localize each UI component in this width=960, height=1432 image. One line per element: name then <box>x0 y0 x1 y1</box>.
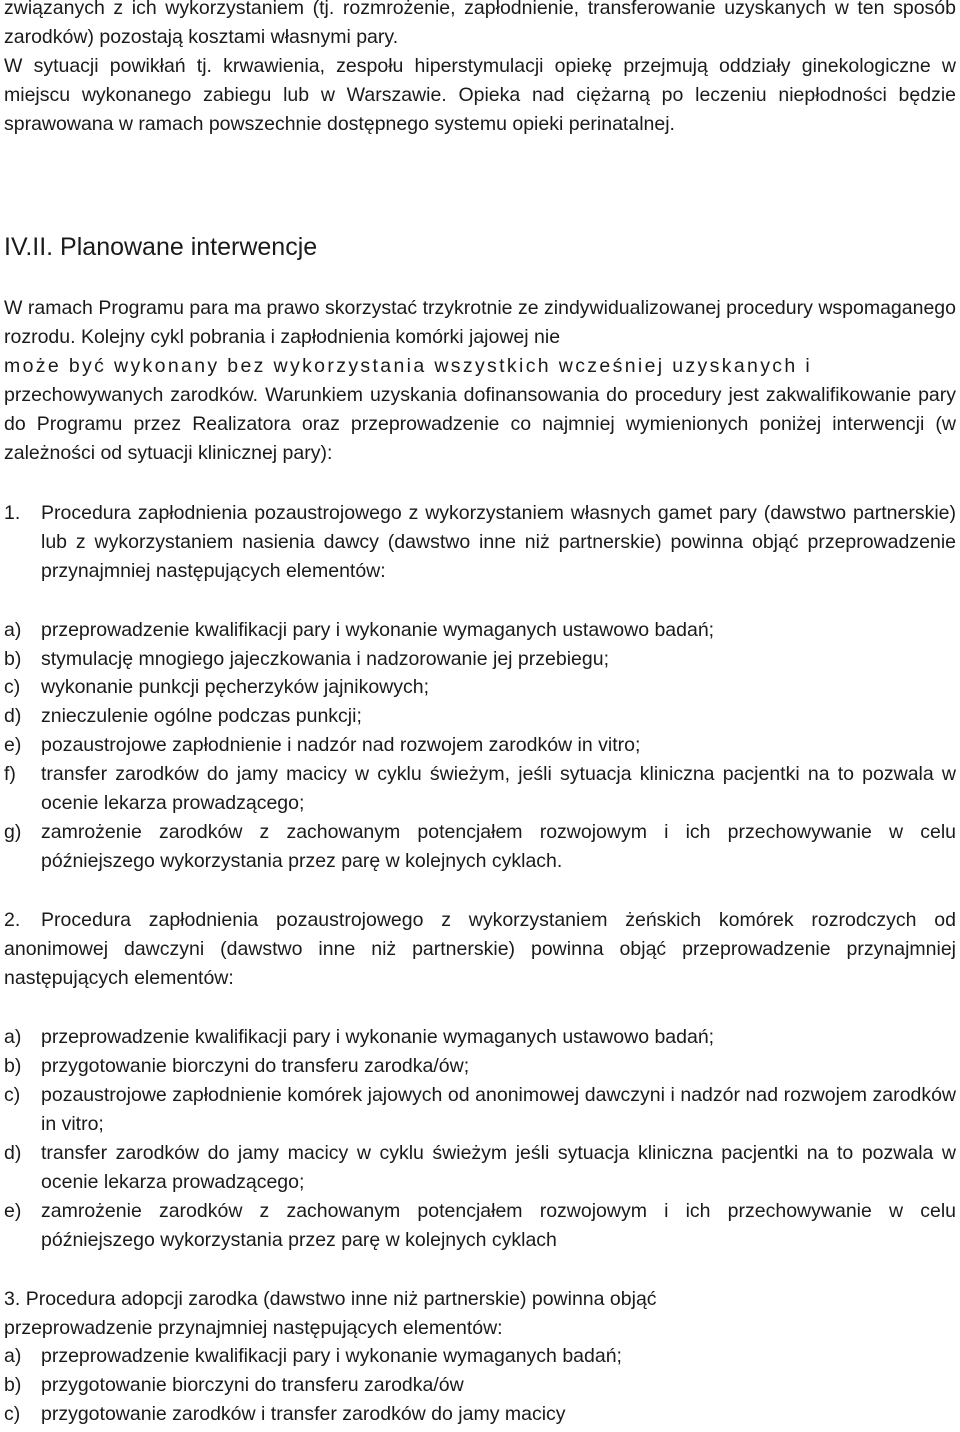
list-item-label: c) <box>4 676 21 698</box>
list-item-label: c) <box>4 1084 21 1106</box>
list-item <box>4 760 956 818</box>
procedure-title: Procedura zapłodnienia pozaustrojowego z wykorzystaniem własnych gamet pary (dawstwo partnerskie) lub z wykorzystaniem nasienia dawcy (dawstwo inne niż partnerskie) powinna objąć przeprowadzenie przynajmniej następujących elementów: <box>41 502 956 582</box>
list-item-text: zamrożenie zarodków z zachowanym potencjałem rozwojowym i ich przechowywanie w celu późniejszego wykorzystania przez parę w kolejnych cyklach <box>41 1200 956 1251</box>
procedure-3 <box>4 1285 956 1314</box>
list-item-text: transfer zarodków do jamy macicy w cyklu świeżym jeśli sytuacja kliniczna pacjentki na to pozwala w ocenie lekarza prowadzącego; <box>41 1142 956 1193</box>
list-item-label: c) <box>4 1403 21 1425</box>
list-item-text: przygotowanie zarodków i transfer zarodków do jamy macicy <box>41 1403 566 1425</box>
list-item <box>4 673 956 702</box>
list-item-text: pozaustrojowe zapłodnienie komórek jajowych od anonimowej dawczyni i nadzór nad rozwojem zarodków in vitro; <box>41 1084 956 1135</box>
list-item-label: d) <box>4 705 22 727</box>
list-item <box>4 1197 956 1255</box>
list-item-label: b) <box>4 1374 22 1396</box>
list-item-text: wykonanie punkcji pęcherzyków jajnikowych; <box>41 676 430 698</box>
list-item-text: transfer zarodków do jamy macicy w cyklu świeżym, jeśli sytuacja kliniczna pacjentki na to pozwala w ocenie lekarza prowadzącego; <box>41 763 956 814</box>
list-item <box>4 1139 956 1197</box>
list-item <box>4 1052 956 1081</box>
list-item <box>4 1342 956 1371</box>
list-item <box>4 616 956 645</box>
list-item-text: przeprowadzenie kwalifikacji pary i wykonanie wymaganych ustawowo badań; <box>41 1026 715 1048</box>
procedure-title-line-2: przeprowadzenie przynajmniej następujących elementów: <box>4 1317 503 1339</box>
list-item-label: b) <box>4 648 22 670</box>
list-item-text: zamrożenie zarodków z zachowanym potencjałem rozwojowym i ich przechowywanie w celu późniejszego wykorzystania przez parę w kolejnych cyklach. <box>41 821 956 872</box>
list-item-label: a) <box>4 1345 22 1367</box>
intro-paragraph: związanych z ich wykorzystaniem (tj. rozmrożenie, zapłodnienie, transferowanie uzyskanych w ten sposób zarodków) pozostają kosztami własnymi pary. <box>4 0 956 48</box>
procedure-title: Procedura zapłodnienia pozaustrojowego z wykorzystaniem żeńskich komórek rozrodczych od anonimowej dawczyni (dawstwo inne niż partnerskie) powinna objąć przeprowadzenie przynajmniej następujących elementów: <box>4 909 956 989</box>
list-item-text: stymulację mnogiego jajeczkowania i nadzorowanie jej przebiegu; <box>41 648 609 670</box>
list-item-text: znieczulenie ogólne podczas punkcji; <box>41 705 362 727</box>
list-item-text: przygotowanie biorczyni do transferu zarodka/ów <box>41 1374 464 1396</box>
list-item <box>4 1371 956 1400</box>
procedure-number: 3. <box>4 1288 21 1310</box>
list-item-text: przeprowadzenie kwalifikacji pary i wykonanie wymaganych ustawowo badań; <box>41 619 715 641</box>
list-item-label: e) <box>4 1200 22 1222</box>
procedure-number: 1. <box>4 502 21 524</box>
list-item <box>4 645 956 674</box>
procedure-3-title-continued <box>4 1314 956 1343</box>
list-item-label: a) <box>4 1026 22 1048</box>
list-item-label: e) <box>4 734 22 756</box>
procedure-number: 2. <box>4 909 21 931</box>
list-item-text: przeprowadzenie kwalifikacji pary i wykonanie wymaganych badań; <box>41 1345 622 1367</box>
list-item <box>4 1023 956 1052</box>
list-item <box>4 1081 956 1139</box>
section-paragraph-part-c: przechowywanych zarodków. Warunkiem uzyskania dofinansowania do procedury jest zakwalifikowanie pary do Programu przez Realizatora oraz przeprowadzenie co najmniej wymienionych poniżej interwencji (w zależności od sytuacji klinicznej pary): <box>4 384 956 464</box>
list-item <box>4 1400 956 1429</box>
list-item <box>4 731 956 760</box>
list-item <box>4 702 956 731</box>
list-item-label: b) <box>4 1055 22 1077</box>
list-item-label: g) <box>4 821 22 843</box>
section-heading: IV.II. Planowane interwencje <box>4 233 318 261</box>
list-item-label: f) <box>4 763 16 785</box>
procedure-1 <box>4 499 956 586</box>
procedure-2 <box>4 906 956 993</box>
list-item-label: d) <box>4 1142 22 1164</box>
section-paragraph-part-a: W ramach Programu para ma prawo skorzystać trzykrotnie ze zindywidualizowanej procedury wspomaganego rozrodu. Kolejny cykl pobrania i zapłodnienia komórki jajowej nie <box>4 297 956 348</box>
list-item <box>4 818 956 876</box>
procedure-title-line-1: Procedura adopcji zarodka (dawstwo inne niż partnerskie) powinna objąć <box>25 1288 657 1310</box>
list-item-text: pozaustrojowe zapłodnienie i nadzór nad rozwojem zarodków in vitro; <box>41 734 641 756</box>
section-paragraph-part-b: może być wykonany bez wykorzystania wszystkich wcześniej uzyskanych i <box>4 355 813 377</box>
list-item-text: przygotowanie biorczyni do transferu zarodka/ów; <box>41 1055 470 1077</box>
list-item-label: a) <box>4 619 22 641</box>
complications-paragraph: W sytuacji powikłań tj. krwawienia, zespołu hiperstymulacji opiekę przejmują oddziały ginekologiczne w miejscu wykonanego zabiegu lub w Warszawie. Opieka nad ciężarną po leczeniu niepłodności będzie sprawowana w ramach powszechnie dostępnego systemu opieki perinatalnej. <box>4 55 956 135</box>
